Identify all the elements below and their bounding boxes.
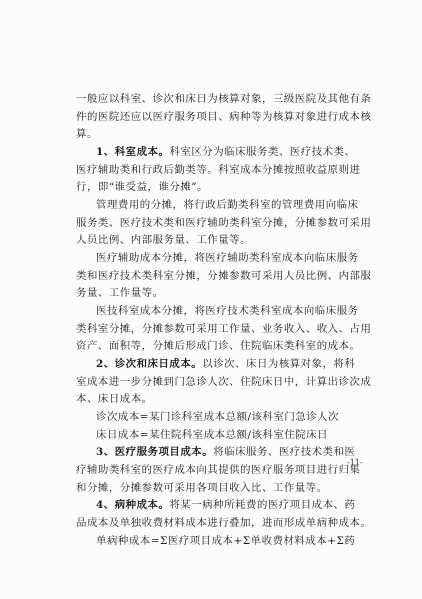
paragraph-line: 本、床日成本。	[76, 393, 153, 405]
paragraph-line: 人员比例、内部服务量、工作量等。	[76, 234, 252, 246]
paragraph-line: 服务类、医疗技术类和医疗辅助类科室分摊，分摊参数可采用	[76, 217, 372, 229]
section-heading-service-item-cost: 3、医疗服务项目成本。	[96, 446, 214, 458]
paragraph-line: 管理费用的分摊，将行政后勤类科室的管理费用向临床	[96, 199, 359, 211]
section-heading-line	[96, 446, 355, 459]
section-heading-visit-bed-cost: 2、诊次和床日成本。	[96, 358, 203, 370]
paragraph-line: 资产、面积等，分摊后形成门诊、住院临床类科室的成本。	[76, 340, 361, 352]
paragraph-line: 务量、工作量等。	[76, 287, 164, 299]
paragraph-line: 类科室分摊，分摊参数可采用工作量、业务收入、收入、占用	[76, 323, 372, 335]
formula-line: 诊次成本=某门诊科室成本总额/该科室门急诊人次	[96, 411, 340, 423]
page-number: -11-	[347, 458, 363, 467]
paragraph-line: 行，即“谁受益，谁分摊”。	[76, 181, 209, 193]
section-heading-line	[96, 358, 355, 371]
section-heading-line	[96, 499, 355, 512]
formula-line: 单病种成本=Σ医疗项目成本+Σ单收费材料成本+Σ药	[96, 535, 356, 547]
paragraph-line: 品成本及单独收费材料成本进行叠加，进而形成单病种成本。	[76, 517, 372, 529]
section-heading-dept-cost: 1、科室成本。	[96, 146, 170, 158]
paragraph-line: 医疗辅助成本分摊，将医疗辅助类科室成本向临床服务	[96, 252, 359, 264]
paragraph-line: 医技科室成本分摊，将医疗技术类科室成本向临床服务	[96, 305, 359, 317]
paragraph-line: 和分摊，分摊参数可采用各项目收入比、工作量等。	[76, 482, 328, 494]
section-heading-disease-cost: 4、病种成本。	[96, 499, 170, 511]
paragraph-text: 以诊次、床日为核算对象，将科	[202, 358, 356, 370]
paragraph-line: 类和医疗技术类科室分摊，分摊参数可采用人员比例、内部服	[76, 270, 372, 282]
paragraph-line: 室成本进一步分摊到门急诊人次、住院床日中，计算出诊次成	[76, 376, 372, 388]
section-heading-line	[96, 146, 355, 159]
paragraph-line: 算。	[76, 128, 98, 140]
paragraph-line: 疗辅助类科室的医疗成本向其提供的医疗服务项目进行归集	[76, 464, 361, 476]
paragraph-line: 件的医院还应以医疗服务项目、病种等为核算对象进行成本核	[76, 111, 372, 123]
paragraph-line: 医疗辅助类和行政后勤类等。科室成本分摊按照收益原则进	[76, 164, 361, 176]
paragraph-text: 将某一病种所耗费的医疗项目成本、药	[169, 499, 356, 511]
paragraph-text: 将临床服务、医疗技术类和医	[213, 446, 356, 458]
formula-line: 床日成本=某住院科室成本总额/该科室住院床日	[96, 429, 329, 441]
paragraph-line: 一般应以科室、诊次和床日为核算对象，三级医院及其他有条	[76, 93, 372, 105]
paragraph-text: 科室区分为临床服务类、医疗技术类、	[169, 146, 356, 158]
